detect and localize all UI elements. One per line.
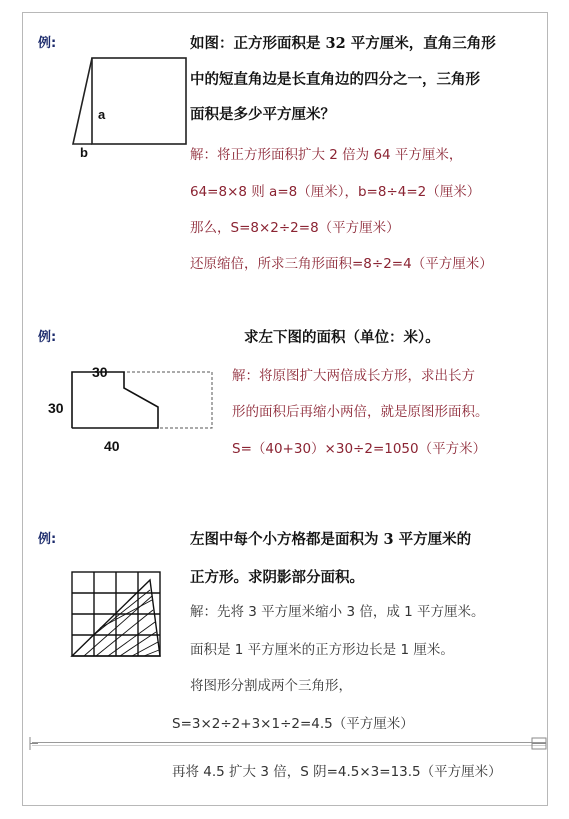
- fig2-label-top: 30: [92, 364, 108, 380]
- ex3-answer-line-1: 解：先将 3 平方厘米缩小 3 倍，成 1 平方厘米。: [190, 604, 485, 620]
- ex1-question-line-3: 面积是多少平方厘米？: [190, 106, 335, 123]
- ex3-question-line-1: 左图中每个小方格都是面积为 3 平方厘米的: [190, 531, 472, 548]
- fig2-label-bottom: 40: [104, 438, 120, 454]
- ex2-question: 求左下图的面积（单位：米）。: [244, 329, 440, 346]
- ex1-question-line-1: 如图：正方形面积是 32 平方厘米，直角三角形: [190, 35, 496, 52]
- ex2-answer-line-2: 形的面积后再缩小两倍，就是原图形面积。: [232, 404, 489, 420]
- ex3-answer-line-3: 将图形分割成两个三角形，: [190, 678, 352, 694]
- ex1-answer-line-2: 64=8×8 则 a=8（厘米），b=8÷4=2（厘米）: [190, 184, 481, 200]
- fig1-label-b: b: [80, 145, 88, 160]
- example-3-label: 例:: [38, 532, 57, 547]
- ex1-question-line-2: 中的短直角边是长直角边的四分之一，三角形: [190, 71, 480, 88]
- ex3-question-line-2: 正方形。求阴影部分面积。: [190, 569, 364, 586]
- fig1-label-a: a: [98, 107, 106, 122]
- ex3-answer-line-2: 面积是 1 平方厘米的正方形边长是 1 厘米。: [190, 642, 454, 658]
- ex3-answer-line-5: 再将 4.5 扩大 3 倍，S 阴=4.5×3=13.5（平方厘米）: [172, 764, 502, 780]
- ex1-answer-line-3: 那么，S=8×2÷2=8（平方厘米）: [190, 220, 400, 236]
- ex2-answer-line-3: S=（40+30）×30÷2=1050（平方米）: [232, 441, 487, 457]
- example-2-label: 例:: [38, 330, 57, 345]
- ex1-answer-line-4: 还原缩倍，所求三角形面积=8÷2=4（平方厘米）: [190, 256, 493, 272]
- ex2-answer-line-1: 解：将原图扩大两倍成长方形，求出长方: [232, 368, 475, 384]
- ex3-answer-line-4: S=3×2÷2+3×1÷2=4.5（平方厘米）: [172, 716, 414, 732]
- fig2-label-left: 30: [48, 400, 64, 416]
- ex1-answer-line-1: 解：将正方形面积扩大 2 倍为 64 平方厘米，: [190, 147, 463, 163]
- example-1-label: 例:: [38, 36, 57, 51]
